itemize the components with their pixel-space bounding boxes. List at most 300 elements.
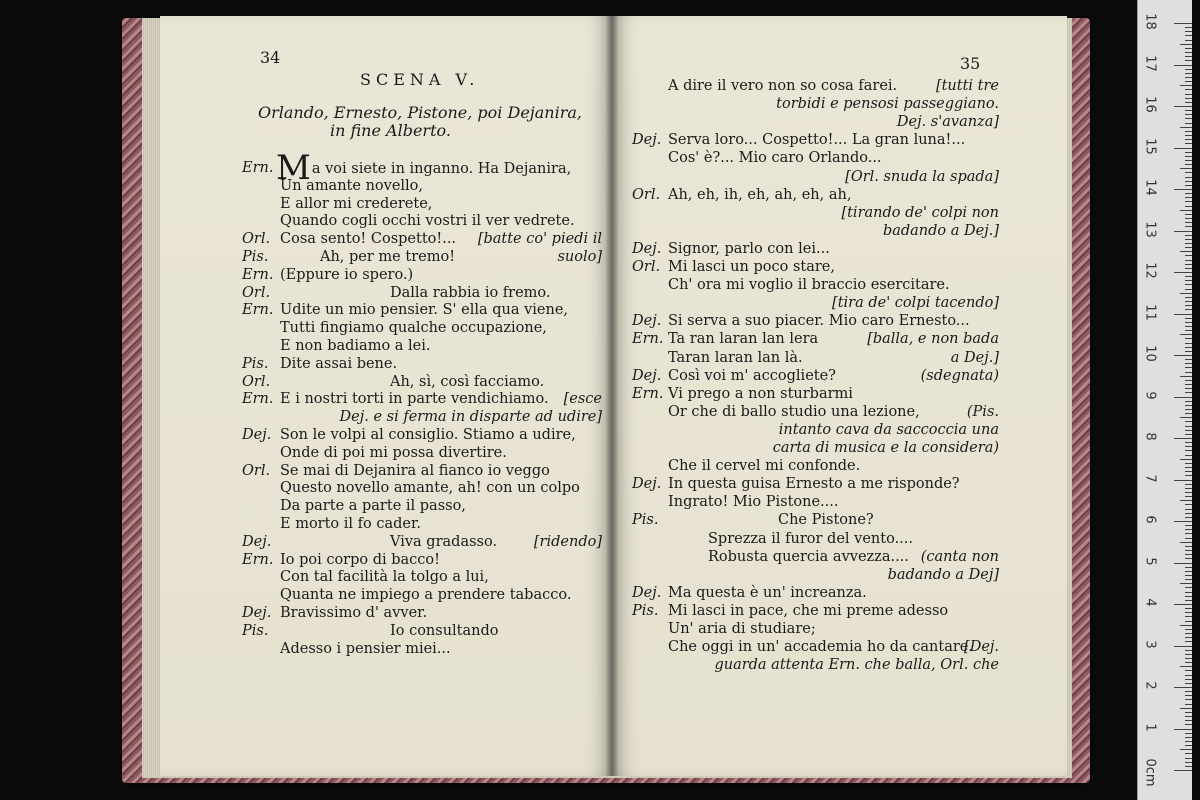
verse-line [280, 605, 427, 622]
ruler-tick [1180, 376, 1192, 377]
ruler-tick [1185, 392, 1192, 393]
verse-line [280, 338, 431, 355]
ruler-label: 12 [1142, 262, 1158, 279]
ruler-tick [1185, 239, 1192, 240]
ruler-tick [1185, 347, 1192, 348]
ruler-tick [1185, 488, 1192, 489]
stage-direction: carta di musica e la considera) [772, 440, 999, 456]
ruler-label: 7 [1142, 473, 1158, 483]
verse-line [280, 356, 397, 373]
ruler-tick [1185, 753, 1192, 754]
verse-text: Viva gradasso. [390, 533, 498, 550]
ruler-tick [1185, 683, 1192, 684]
ruler-tick [1185, 567, 1192, 568]
stage-direction: Dej. e si ferma in disparte ad udire] [339, 409, 602, 426]
ruler-tick [1180, 334, 1192, 335]
ruler-tick [1185, 255, 1192, 256]
stage-direction: a Dej.] [950, 349, 999, 366]
ruler-label: 14 [1142, 179, 1158, 196]
ruler-tick [1185, 513, 1192, 514]
verse-text: Da parte a parte il passo, [280, 498, 466, 515]
ruler-tick [1180, 542, 1192, 543]
ruler-tick [1185, 268, 1192, 269]
verse-text: Con tal facilità la tolgo a lui, [280, 569, 489, 586]
ruler-tick [1185, 197, 1192, 198]
verse-text: Quanta ne impiego a prendere tabacco. [280, 587, 572, 604]
verse-line [280, 196, 432, 213]
ruler-label: 16 [1142, 96, 1158, 113]
verse-line [280, 498, 466, 515]
ruler-tick [1185, 123, 1192, 124]
verse-text: Ah, per me tremo! [320, 249, 456, 265]
ruler-tick [1185, 110, 1192, 111]
ruler-tick [1185, 114, 1192, 115]
ruler-tick [1185, 592, 1192, 593]
ruler-tick [1174, 355, 1192, 356]
ruler-tick [1185, 762, 1192, 763]
ruler-tick [1185, 413, 1192, 414]
speaker-label: Dej. [632, 313, 662, 330]
page-number-right: 35 [960, 54, 981, 73]
ruler-tick [1185, 351, 1192, 352]
ruler-label: 2 [1142, 681, 1158, 690]
verse-line [668, 368, 836, 385]
verse-line [668, 150, 882, 167]
verse-text: Ingrato! Mio Pistone.... [668, 494, 839, 511]
ruler-tick [1185, 679, 1192, 680]
ruler-tick [1185, 496, 1192, 497]
ruler-tick [1185, 426, 1192, 427]
ruler-tick [1185, 716, 1192, 717]
verse-text: Udite un mio pensier. S' ella qua viene, [280, 302, 569, 319]
ruler-tick [1185, 206, 1192, 207]
verse-line [320, 249, 455, 266]
ruler-tick [1185, 40, 1192, 41]
ruler-tick [1180, 85, 1192, 86]
verse-text: Dite assai bene. [280, 355, 398, 372]
ruler-tick [1185, 301, 1192, 302]
verse-line [668, 404, 920, 421]
ruler-tick [1185, 455, 1192, 456]
measurement-ruler [1137, 0, 1192, 800]
ruler-label: 18 [1142, 13, 1158, 30]
speaker-label: Orl. [632, 186, 661, 203]
ruler-tick [1174, 604, 1192, 605]
verse-line [668, 277, 950, 294]
ruler-tick [1174, 480, 1192, 481]
ruler-tick [1185, 260, 1192, 261]
verse-line [390, 623, 499, 640]
ruler-label: 5 [1142, 556, 1158, 566]
verse-text: Io poi corpo di bacco! [280, 551, 440, 568]
stage-direction: guarda attenta Ern. che balla, Orl. che [714, 657, 999, 674]
ruler-tick [1185, 675, 1192, 676]
verse-line [668, 621, 816, 638]
verse-text: Un amante novello, [280, 177, 424, 194]
verse-text: Questo novello amante, ah! con un colpo [280, 480, 580, 497]
speaker-label: Ern. [242, 160, 274, 176]
stage-direction: [ridendo] [533, 533, 602, 550]
ruler-tick [1174, 646, 1192, 647]
verse-text: Quando cogli occhi vostri il ver vedrete. [280, 213, 575, 230]
verse-text: Ta ran laran lan lera [668, 331, 819, 348]
verse-line [390, 285, 551, 302]
ruler-label: 11 [1142, 303, 1158, 321]
ruler-tick [1174, 770, 1192, 771]
ruler-tick [1185, 218, 1192, 219]
speaker-label: Ern. [242, 391, 274, 408]
ruler-tick [1185, 135, 1192, 136]
ruler-tick [1185, 720, 1192, 721]
verse-text: a voi siete in inganno. Ha Dejanira, [311, 161, 572, 177]
ruler-tick [1180, 127, 1192, 128]
verse-text: Ah, sì, così facciamo. [390, 373, 545, 390]
ruler-tick [1185, 309, 1192, 310]
ruler-tick [1185, 222, 1192, 223]
verse-line [390, 534, 497, 551]
ruler-tick [1185, 430, 1192, 431]
ruler-tick [1185, 463, 1192, 464]
ruler-tick [1185, 641, 1192, 642]
ruler-tick [1185, 409, 1192, 410]
ruler-tick [1174, 397, 1192, 398]
ruler-label: 9 [1142, 390, 1158, 400]
ruler-tick [1185, 492, 1192, 493]
verse-line [280, 641, 451, 658]
verse-text: A dire il vero non so cosa farei. [668, 78, 898, 94]
ruler-tick [1185, 571, 1192, 572]
characters-line-1: Orlando, Ernesto, Pistone, poi Dejanira, [258, 103, 582, 122]
ruler-label: 13 [1142, 220, 1158, 238]
ruler-tick [1185, 471, 1192, 472]
ruler-tick [1185, 363, 1192, 364]
verse-line [668, 241, 830, 258]
stage-direction: suolo] [557, 249, 602, 265]
ruler-tick [1185, 741, 1192, 742]
ruler-tick [1185, 600, 1192, 601]
ruler-tick [1180, 500, 1192, 501]
ruler-tick [1185, 322, 1192, 323]
stage-direction: (canta non [920, 548, 999, 565]
ruler-tick [1185, 380, 1192, 381]
ruler-tick [1185, 737, 1192, 738]
stage-direction: [batte co' piedi il [477, 231, 602, 248]
ruler-tick [1185, 280, 1192, 281]
verse-line [280, 320, 547, 337]
speaker-label: Dej. [632, 476, 662, 493]
ruler-tick [1185, 533, 1192, 534]
ruler-tick [1185, 102, 1192, 103]
ruler-tick [1185, 367, 1192, 368]
ruler-tick [1174, 314, 1192, 315]
ruler-tick [1185, 554, 1192, 555]
stage-direction: (sdegnata) [920, 367, 999, 384]
ruler-tick [1185, 143, 1192, 144]
ruler-tick [1185, 193, 1192, 194]
stage-direction: Dej. s'avanza] [896, 114, 999, 131]
stage-direction: badando a Dej] [887, 566, 999, 583]
ruler-tick [1185, 662, 1192, 663]
ruler-tick [1185, 509, 1192, 510]
ruler-tick [1180, 210, 1192, 211]
right-page [612, 16, 1067, 776]
ruler-tick [1185, 558, 1192, 559]
ruler-tick [1180, 583, 1192, 584]
ruler-tick [1180, 749, 1192, 750]
ruler-tick [1185, 264, 1192, 265]
verse-line [668, 494, 839, 511]
ruler-tick [1185, 214, 1192, 215]
verse-text: Che oggi in un' accademia ho da cantare. [668, 639, 973, 656]
verse-text: Ah, eh, ih, eh, ah, eh, ah, [668, 186, 852, 203]
ruler-tick [1185, 60, 1192, 61]
verse-line [668, 350, 803, 367]
ruler-tick [1185, 35, 1192, 36]
ruler-tick [1185, 185, 1192, 186]
ruler-tick [1185, 69, 1192, 70]
verse-text: Cos' è?... Mio caro Orlando... [668, 150, 882, 167]
speaker-label: Dej. [632, 240, 662, 257]
speaker-label: Pis. [242, 249, 269, 265]
verse-line [668, 603, 948, 620]
ruler-tick [1185, 177, 1192, 178]
verse-line [390, 374, 544, 391]
verse-text: Signor, parlo con lei... [668, 240, 830, 257]
ruler-tick [1185, 712, 1192, 713]
speaker-label: Orl. [242, 462, 271, 479]
stage-direction: badando a Dej.] [882, 222, 999, 239]
ruler-tick [1185, 484, 1192, 485]
ruler-tick [1185, 758, 1192, 759]
ruler-tick [1185, 338, 1192, 339]
stage-direction: [Dej. [964, 639, 999, 656]
verse-text: Mi lasci in pace, che mi preme adesso [668, 602, 949, 619]
ruler-tick [1185, 152, 1192, 153]
ruler-tick [1174, 438, 1192, 439]
ruler-label: 4 [1142, 598, 1158, 607]
verse-text: Mi lasci un poco stare, [668, 259, 835, 275]
ruler-tick [1185, 629, 1192, 630]
ruler-tick [1174, 23, 1192, 24]
verse-line [280, 231, 456, 248]
ruler-tick [1180, 168, 1192, 169]
ruler-tick [1185, 745, 1192, 746]
ruler-tick [1185, 388, 1192, 389]
verse-text: E non badiamo a lei. [280, 338, 431, 354]
verse-line [668, 585, 867, 602]
ruler-tick [1185, 733, 1192, 734]
ruler-tick [1185, 48, 1192, 49]
ruler-tick [1185, 318, 1192, 319]
verse-text: Robusta quercia avvezza.... [708, 548, 909, 565]
ruler-tick [1185, 699, 1192, 700]
verse-text: Vi prego a non sturbarmi [668, 385, 853, 402]
verse-line [778, 512, 874, 529]
verse-line [668, 331, 818, 348]
ruler-tick [1180, 459, 1192, 460]
speaker-label: Ern. [242, 551, 274, 568]
ruler-tick [1174, 729, 1192, 730]
speaker-label: Dej. [632, 132, 662, 149]
verse-line [708, 549, 909, 566]
ruler-tick [1185, 525, 1192, 526]
stage-direction: [esce [563, 391, 602, 408]
ruler-tick [1185, 616, 1192, 617]
ruler-tick [1185, 77, 1192, 78]
verse-text: Che Pistone? [778, 512, 874, 529]
scene-heading: SCENA V. [360, 70, 480, 89]
verse-line [668, 78, 897, 95]
verse-line [668, 458, 860, 475]
verse-text: Bravissimo d' avver. [280, 605, 428, 621]
ruler-tick [1185, 596, 1192, 597]
ruler-tick [1174, 65, 1192, 66]
verse-text: Adesso i pensier miei... [280, 640, 451, 657]
verse-line [280, 480, 580, 497]
ruler-label: 17 [1142, 54, 1158, 72]
verse-line [280, 213, 575, 230]
speaker-label: Orl. [242, 284, 271, 301]
verse-text: Cosa sento! Cospetto!... [280, 231, 457, 248]
speaker-label: Ern. [242, 266, 274, 283]
stage-direction: [tutti tre [935, 78, 999, 94]
ruler-tick [1185, 139, 1192, 140]
ruler-tick [1185, 405, 1192, 406]
ruler-tick [1185, 421, 1192, 422]
verse-text: In questa guisa Ernesto a me risponde? [668, 476, 960, 493]
ruler-label: 6 [1142, 515, 1158, 524]
ruler-tick [1174, 563, 1192, 564]
ruler-tick [1185, 766, 1192, 767]
verse-text: Dalla rabbia io fremo. [390, 284, 551, 301]
verse-line [280, 569, 489, 586]
ruler-tick [1185, 575, 1192, 576]
ruler-tick [1185, 172, 1192, 173]
ruler-tick [1185, 538, 1192, 539]
speaker-label: Dej. [632, 584, 662, 601]
ruler-tick [1185, 475, 1192, 476]
verse-text: E i nostri torti in parte vendichiamo. [280, 391, 549, 408]
ruler-tick [1185, 181, 1192, 182]
ruler-tick [1185, 401, 1192, 402]
ruler-tick [1185, 98, 1192, 99]
ruler-tick [1185, 276, 1192, 277]
ruler-tick [1185, 504, 1192, 505]
verse-text: Ch' ora mi voglio il braccio esercitare. [668, 277, 950, 294]
verse-text: Tutti fingiamo qualche occupazione, [280, 320, 547, 337]
ruler-tick [1185, 691, 1192, 692]
ruler-tick [1185, 56, 1192, 57]
ruler-tick [1185, 724, 1192, 725]
ruler-tick [1185, 81, 1192, 82]
ruler-tick [1185, 160, 1192, 161]
ruler-tick [1185, 297, 1192, 298]
ruler-tick [1185, 27, 1192, 28]
ruler-tick [1185, 235, 1192, 236]
speaker-label: Dej. [632, 367, 662, 384]
speaker-label: Pis. [242, 355, 269, 372]
ruler-tick [1185, 704, 1192, 705]
ruler-tick [1185, 546, 1192, 547]
verse-line [280, 552, 440, 569]
ruler-tick [1185, 579, 1192, 580]
ruler-tick [1185, 156, 1192, 157]
speaker-label: Ern. [632, 385, 664, 402]
ruler-tick [1185, 517, 1192, 518]
verse-text: Si serva a suo piacer. Mio caro Ernesto... [668, 313, 970, 330]
verse-line [280, 427, 576, 444]
verse-line [708, 531, 913, 548]
speaker-label: Dej. [242, 533, 272, 550]
stage-direction: torbidi e pensosi passeggiano. [776, 96, 999, 113]
speaker-label: Pis. [242, 622, 269, 639]
ruler-tick [1185, 695, 1192, 696]
ruler-tick [1185, 529, 1192, 530]
ruler-tick [1185, 612, 1192, 613]
verse-line [280, 178, 423, 195]
ruler-tick [1185, 654, 1192, 655]
ruler-tick [1174, 521, 1192, 522]
drop-capital: M [276, 148, 311, 188]
ruler-tick [1185, 633, 1192, 634]
verse-text: E allor mi crederete, [280, 195, 433, 212]
ruler-tick [1180, 417, 1192, 418]
ruler-tick [1174, 231, 1192, 232]
ruler-tick [1185, 343, 1192, 344]
ruler-tick [1185, 621, 1192, 622]
ruler-tick [1185, 450, 1192, 451]
speaker-label: Dej. [242, 427, 272, 443]
ruler-tick [1185, 658, 1192, 659]
verse-text: Sprezza il furor del vento.... [708, 530, 914, 547]
speaker-label: Ern. [632, 331, 664, 348]
ruler-tick [1180, 708, 1192, 709]
ruler-label: 10 [1142, 345, 1158, 362]
ruler-label: 3 [1142, 639, 1158, 649]
ruler-tick [1185, 670, 1192, 671]
verse-text: Io consultando [390, 622, 499, 639]
verse-text: Ma questa è un' increanza. [668, 584, 867, 601]
ruler-tick [1185, 384, 1192, 385]
ruler-tick [1185, 201, 1192, 202]
stage-direction: [tirando de' colpi non [841, 204, 999, 221]
ruler-tick [1185, 330, 1192, 331]
verse-line [280, 516, 421, 533]
ruler-tick [1185, 372, 1192, 373]
stage-direction: intanto cava da saccoccia una [778, 421, 999, 438]
stage-direction: [Orl. snuda la spada] [845, 168, 999, 185]
ruler-tick [1185, 247, 1192, 248]
verse-line [668, 386, 853, 403]
verse-line [280, 463, 550, 480]
ruler-tick [1180, 625, 1192, 626]
left-page [160, 16, 612, 776]
speaker-label: Dej. [242, 605, 272, 621]
stage-direction: (Pis. [966, 403, 999, 420]
stage-direction: [balla, e non bada [867, 331, 999, 348]
ruler-tick [1185, 326, 1192, 327]
verse-line [668, 132, 965, 149]
ruler-tick [1185, 289, 1192, 290]
ruler-label: 15 [1142, 137, 1158, 155]
ruler-tick [1185, 550, 1192, 551]
ruler-tick [1185, 73, 1192, 74]
ruler-label: 0cm [1142, 758, 1158, 787]
verse-text: Taran laran lan là. [668, 349, 803, 366]
verse-text: Che il cervel mi confonde. [668, 458, 861, 475]
ruler-tick [1180, 293, 1192, 294]
speaker-label: Pis. [632, 602, 659, 619]
